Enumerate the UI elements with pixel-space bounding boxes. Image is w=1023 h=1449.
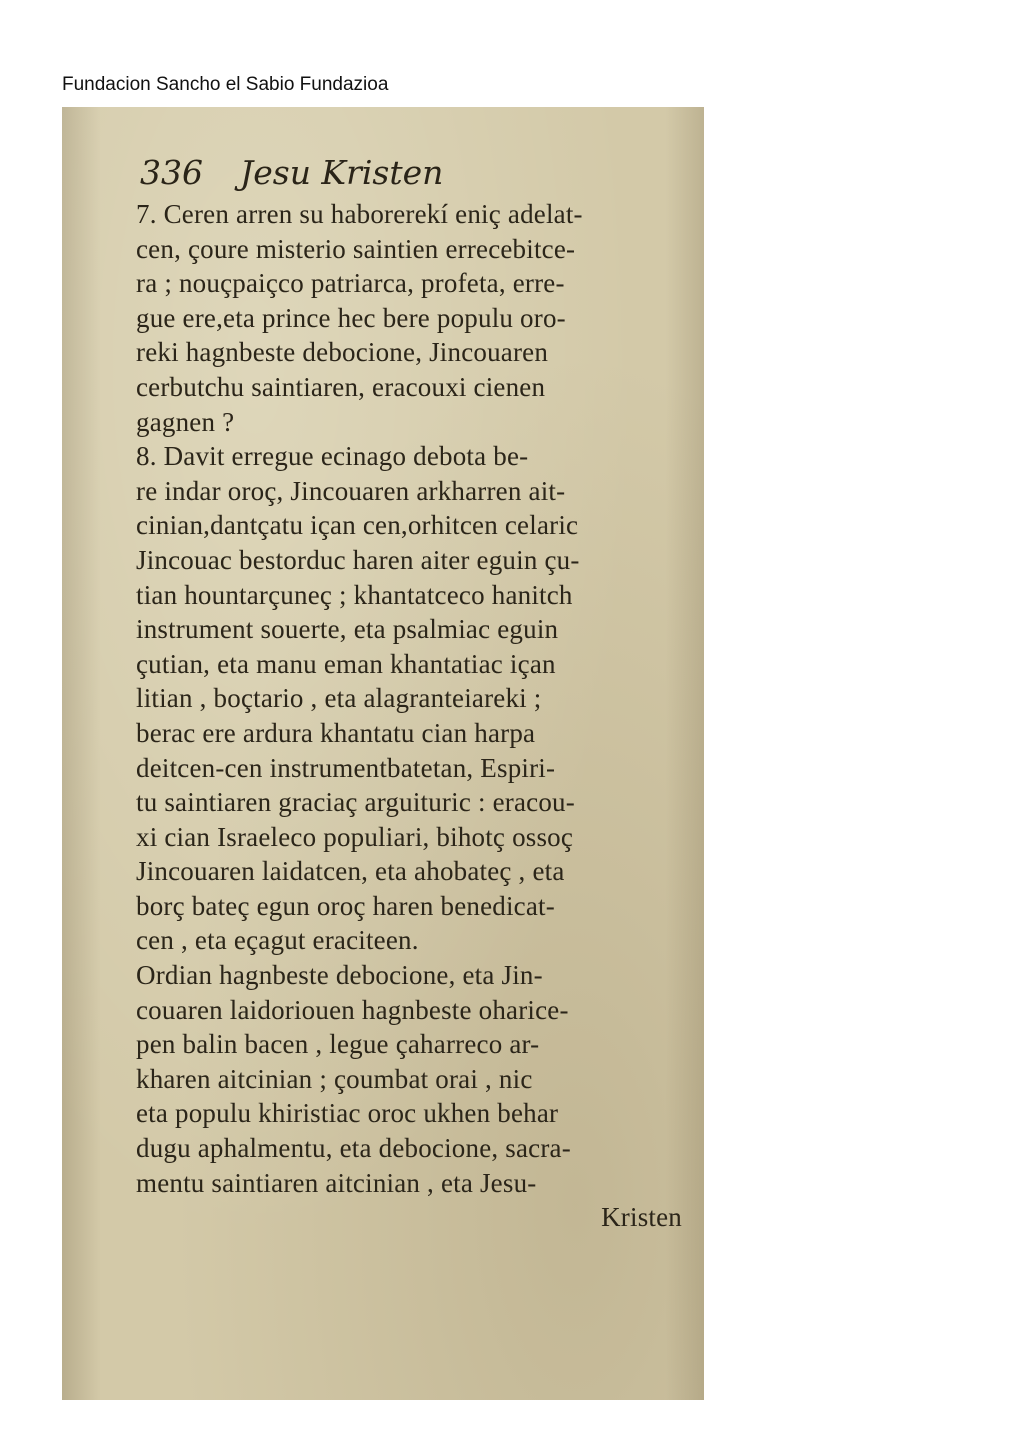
source-header: Fundacion Sancho el Sabio Fundazioa	[62, 74, 389, 95]
text-line: mentu saintiaren aitcinian , eta Jesu-	[136, 1167, 537, 1198]
text-line: gue ere,eta prince hec bere populu oro-	[136, 302, 566, 333]
text-line: re indar oroç, Jincouaren arkharren ait-	[136, 475, 566, 506]
text-line: Ordian hagnbeste debocione, eta Jin-	[136, 960, 543, 991]
body-text	[136, 197, 696, 1235]
text-line: çutian, eta manu eman khantatiac içan	[136, 648, 556, 679]
text-line: borç bateç egun oroç haren benedicat-	[136, 890, 555, 921]
text-line: tu saintiaren graciaç arguituric : eracou-	[136, 787, 575, 818]
text-line: deitcen-cen instrumentbatetan, Espiri-	[136, 752, 556, 783]
text-line: cen, çoure misterio saintien errecebitce-	[136, 233, 576, 264]
text-line: xi cian Israeleco populiari, bihotç ossoç	[136, 821, 574, 852]
text-line: Jincouac bestorduc haren aiter eguin çu-	[136, 544, 580, 575]
catchword: Kristen	[601, 1202, 682, 1233]
text-line: litian , boçtario , eta alagranteiareki ;	[136, 683, 542, 714]
text-line: dugu aphalmentu, eta debocione, sacra-	[136, 1133, 571, 1164]
text-line: cinian,dantçatu içan cen,orhitcen celaric	[136, 510, 579, 541]
text-line: berac ere ardura khantatu cian harpa	[136, 717, 536, 748]
text-line: 8. Davit erregue ecinago debota be-	[136, 441, 529, 472]
text-line: eta populu khiristiac oroc ukhen behar	[136, 1098, 559, 1129]
text-line: 7. Ceren arren su haborerekí eniç adelat-	[136, 199, 583, 229]
text-line: reki hagnbeste debocione, Jincouaren	[136, 337, 549, 368]
text-line: tian hountarçuneç ; khantatceco hanitch	[136, 579, 573, 610]
text-line: cen , eta eçagut eraciteen.	[136, 925, 419, 956]
text-line: gagnen ?	[136, 406, 235, 437]
scanned-book-page	[62, 107, 704, 1400]
text-line: pen balin bacen , legue çaharreco ar-	[136, 1029, 540, 1060]
running-title: Jesu Kristen	[240, 153, 444, 192]
text-line: cerbutchu saintiaren, eracouxi cienen	[136, 371, 546, 402]
text-line: ra ; nouçpaiçco patriarca, profeta, erre-	[136, 268, 565, 299]
text-line: couaren laidoriouen hagnbeste oharice-	[136, 994, 569, 1025]
running-head	[140, 153, 443, 192]
text-line: instrument souerte, eta psalmiac eguin	[136, 614, 559, 645]
text-line: kharen aitcinian ; çoumbat orai , nic	[136, 1063, 533, 1094]
page-number: 336	[140, 153, 203, 192]
text-line: Jincouaren laidatcen, eta ahobateç , eta	[136, 856, 565, 887]
